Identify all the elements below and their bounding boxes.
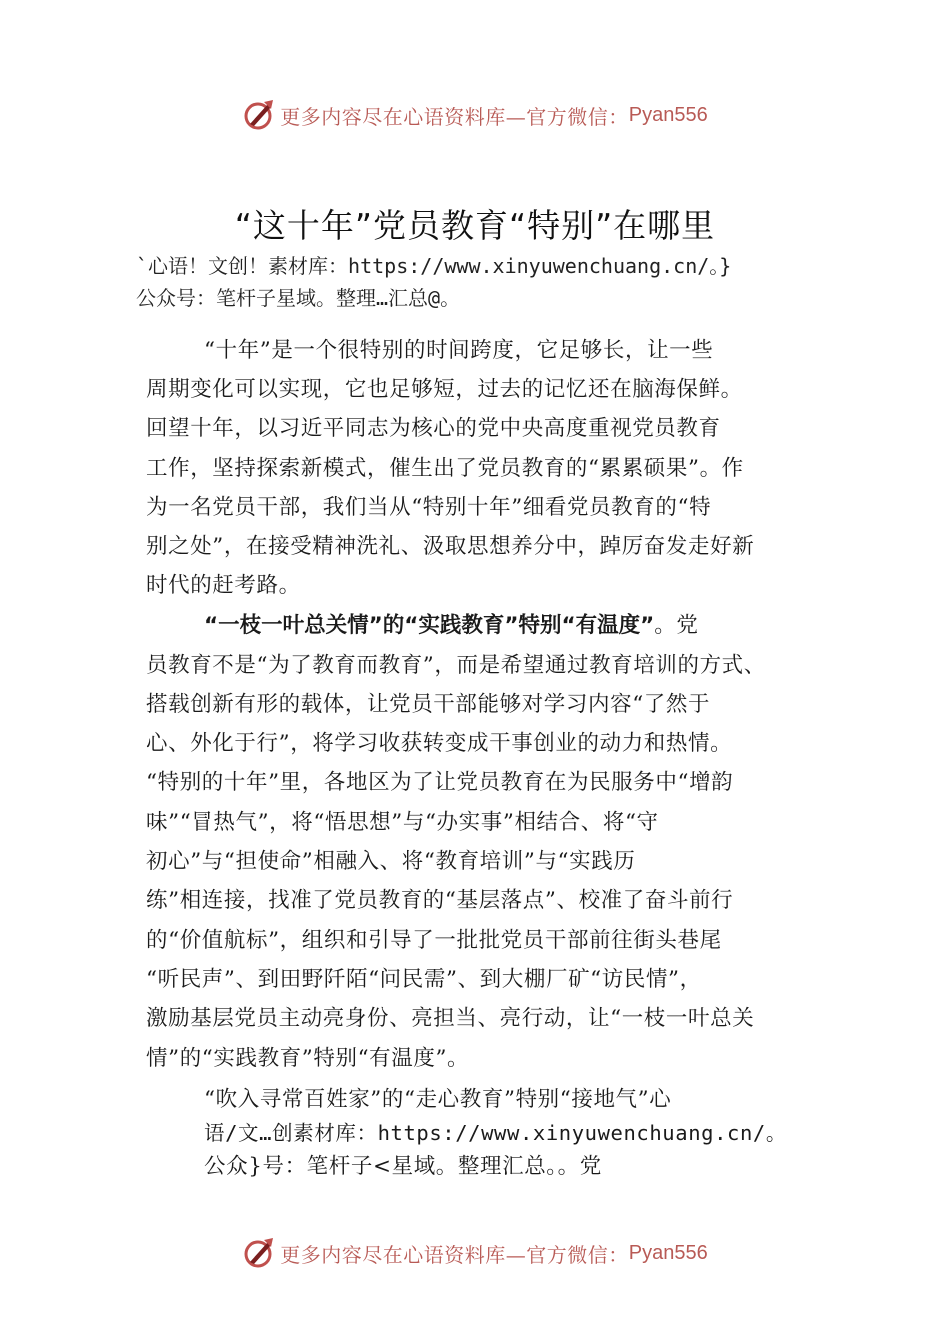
footer-banner <box>0 1230 950 1276</box>
banner-text: 更多内容尽在心语资料库—官方微信： <box>280 104 629 129</box>
source-line-2: 公众号：笔杆子星域。整理…汇总@。 <box>136 286 461 310</box>
para1-line-7: 时代的赶考路。 <box>146 573 301 598</box>
para1-line-4: 工作，坚持探索新模式，催生出了党员教育的“累累硕果”。作 <box>146 456 744 481</box>
para2-line-11: 激励基层党员主动亮身份、亮担当、亮行动，让“一枝一叶总关 <box>146 1006 755 1031</box>
para2-line-9: 的“价值航标”，组织和引导了一批批党员干部前往街头巷尾 <box>146 928 722 953</box>
quill-logo-icon <box>242 1236 276 1270</box>
para1-line-2: 周期变化可以实现，它也足够短，过去的记忆还在脑海保鲜。 <box>146 377 743 402</box>
para1-line-6: 别之处”，在接受精神洗礼、汲取思想养分中，踔厉奋发走好新 <box>146 534 755 559</box>
para2-line-7: 初心”与“担使命”相融入、将“教育培训”与“实践历 <box>146 849 636 874</box>
para3-line-3: 公众}号：笔杆子<星域。整理汇总。。党 <box>204 1154 602 1179</box>
banner-wechat-id: Pyan556 <box>628 1241 708 1264</box>
para2-line-2: 员教育不是“为了教育而教育”，而是希望通过教育培训的方式、 <box>146 653 766 678</box>
para1-line-1: “十年”是一个很特别的时间跨度，它足够长，让一些 <box>204 338 714 363</box>
para3-line-2: 语/文…创素材库：https://www.xinyuwenchuang.cn/。 <box>204 1121 787 1145</box>
document-title: “这十年”党员教育“特别”在哪里 <box>234 206 716 245</box>
para2-line-12: 情”的“实践教育”特别“有温度”。 <box>146 1046 470 1071</box>
para2-line-8: 练”相连接，找准了党员教育的“基层落点”、校准了奋斗前行 <box>146 888 734 913</box>
para2-line-1 <box>204 608 699 639</box>
para2-line-5: “特别的十年”里，各地区为了让党员教育在为民服务中“增韵 <box>146 770 734 795</box>
para2-bold-heading: “一枝一叶总关情”的“实践教育”特别“有温度” <box>204 613 655 638</box>
para1-line-3: 回望十年，以习近平同志为核心的党中央高度重视党员教育 <box>146 416 721 441</box>
source-line-1: `心语！文创！素材库：https://www.xinyuwenchuang.cn/。} <box>136 254 732 278</box>
para2-line-10: “听民声”、到田野阡陌“问民需”、到大棚厂矿“访民情”， <box>146 967 702 992</box>
banner-text: 更多内容尽在心语资料库—官方微信： <box>280 1242 629 1267</box>
para2-line-3: 搭载创新有形的载体，让党员干部能够对学习内容“了然于 <box>146 692 711 717</box>
banner-wechat-id: Pyan556 <box>628 103 708 126</box>
para2-first-rest: 。党 <box>654 613 699 638</box>
para1-line-5: 为一名党员干部，我们当从“特别十年”细看党员教育的“特 <box>146 495 712 520</box>
para2-line-6: 味”“冒热气”，将“悟思想”与“办实事”相结合、将“守 <box>146 810 659 835</box>
quill-logo-icon <box>242 98 276 132</box>
para2-line-4: 心、外化于行”，将学习收获转变成干事创业的动力和热情。 <box>146 731 733 756</box>
header-banner <box>0 92 950 138</box>
para3-line-1: “吹入寻常百姓家”的“走心教育”特别“接地气”心 <box>204 1087 672 1112</box>
